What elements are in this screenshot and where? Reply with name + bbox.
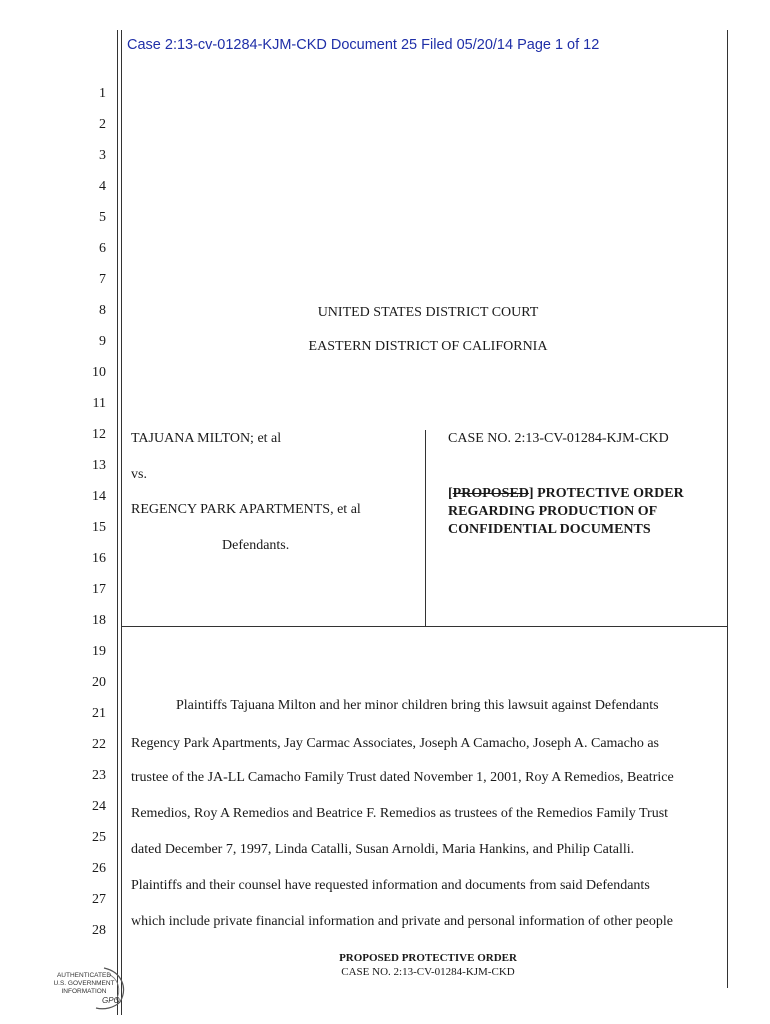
line-number: 26 <box>92 861 106 876</box>
body-text-line: dated December 7, 1997, Linda Catalli, Susan Arnoldi, Maria Hankins, and Philip Catalli. <box>131 842 635 857</box>
line-number: 12 <box>92 427 106 442</box>
body-text-line: trustee of the JA-LL Camacho Family Trust dated November 1, 2001, Roy A Remedios, Beatrice <box>131 770 674 785</box>
body-text-line: Plaintiffs Tajuana Milton and her minor children bring this lawsuit against Defendants <box>176 698 659 713</box>
line-number: 27 <box>92 892 106 907</box>
line-number: 19 <box>92 644 106 659</box>
seal-line1: AUTHENTICATED <box>56 972 112 979</box>
footer-case-number: CASE NO. 2:13-CV-01284-KJM-CKD <box>341 966 515 978</box>
court-name: UNITED STATES DISTRICT COURT <box>317 305 539 320</box>
caption-divider <box>425 430 426 626</box>
document-title-line3: CONFIDENTIAL DOCUMENTS <box>448 522 651 537</box>
document-title-text: ] PROTECTIVE ORDER <box>528 486 684 501</box>
line-number: 25 <box>92 830 106 845</box>
seal-line2: U.S. GOVERNMENT <box>53 980 115 987</box>
line-number: 21 <box>92 706 106 721</box>
line-number: 22 <box>92 737 106 752</box>
defendant-name: REGENCY PARK APARTMENTS, et al <box>131 502 361 517</box>
court-district: EASTERN DISTRICT OF CALIFORNIA <box>308 339 548 354</box>
line-number: 3 <box>99 148 106 163</box>
body-text-line: Remedios, Roy A Remedios and Beatrice F. Remedios as trustees of the Remedios Family Trust <box>131 806 669 821</box>
line-number: 2 <box>99 117 106 132</box>
gpo-seal-graphic <box>44 966 130 1010</box>
body-text-line: which include private financial information and private and personal information of other people <box>131 914 673 929</box>
line-number: 15 <box>92 520 106 535</box>
plaintiff-name: TAJUANA MILTON; et al <box>131 431 282 446</box>
defendant-role: Defendants. <box>222 538 290 553</box>
seal-mark: GPO <box>102 996 120 1005</box>
document-title-line1: [PROPOSED] PROTECTIVE ORDER <box>448 486 684 501</box>
line-number: 8 <box>99 303 106 318</box>
line-number: 14 <box>92 489 106 504</box>
line-number: 28 <box>92 923 106 938</box>
line-number: 1 <box>99 86 106 101</box>
line-number: 11 <box>92 396 106 411</box>
line-number: 7 <box>99 272 106 287</box>
line-number: 18 <box>92 613 106 628</box>
line-number: 4 <box>99 179 106 194</box>
line-number: 16 <box>92 551 106 566</box>
line-number: 9 <box>99 334 106 349</box>
line-number: 13 <box>92 458 106 473</box>
line-number: 10 <box>92 365 106 380</box>
document-title-line2: REGARDING PRODUCTION OF <box>448 504 658 519</box>
left-margin-rule-outer <box>117 30 118 1015</box>
seal-line3: INFORMATION <box>61 988 107 995</box>
gpo-authentication-seal <box>44 966 130 1010</box>
body-text-line: Plaintiffs and their counsel have requested information and documents from said Defendants <box>131 878 650 893</box>
struck-proposed: PROPOSED <box>452 486 529 501</box>
left-margin-rule-inner <box>121 30 122 1015</box>
document-title <box>448 485 684 539</box>
versus: vs. <box>131 467 147 482</box>
line-number: 6 <box>99 241 106 256</box>
filing-header: Case 2:13-cv-01284-KJM-CKD Document 25 Filed 05/20/14 Page 1 of 12 <box>127 37 600 53</box>
right-margin-rule <box>727 30 728 988</box>
line-number: 5 <box>99 210 106 225</box>
footer-title: PROPOSED PROTECTIVE ORDER <box>339 952 517 964</box>
caption-bottom-rule <box>122 626 727 627</box>
line-number: 17 <box>92 582 106 597</box>
line-number: 23 <box>92 768 106 783</box>
body-text-line: Regency Park Apartments, Jay Carmac Associates, Joseph A Camacho, Joseph A. Camacho as <box>131 736 660 751</box>
line-number: 20 <box>92 675 106 690</box>
case-number: CASE NO. 2:13-CV-01284-KJM-CKD <box>448 431 669 446</box>
line-number: 24 <box>92 799 106 814</box>
